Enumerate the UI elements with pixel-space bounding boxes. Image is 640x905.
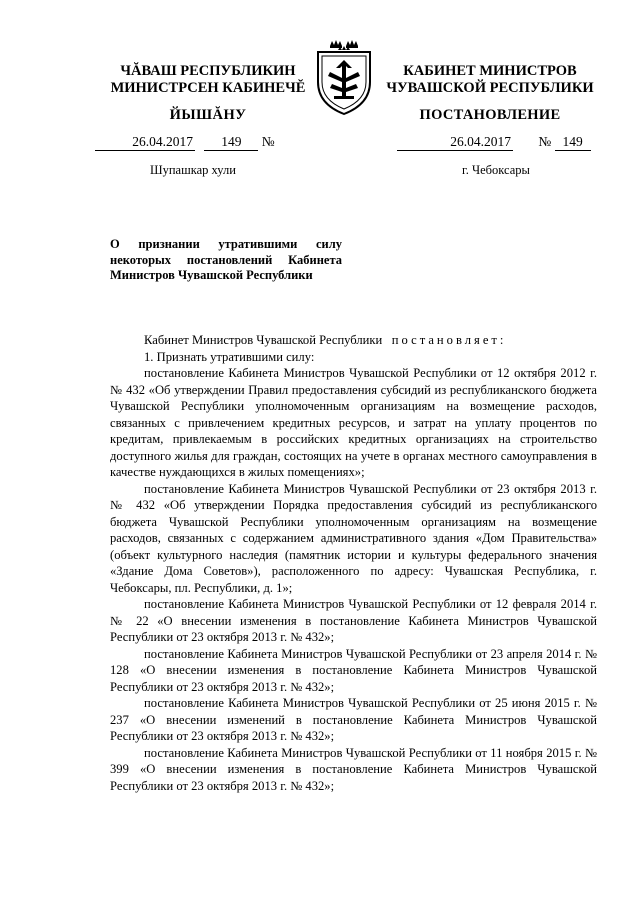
body-paragraph: постановление Кабинета Министров Чувашской Республики от 23 октября 2013 г. № 432 «Об утверждении Порядка предоставления субсидий из республиканского бюджета Чувашской Республики уполномоченным организациям на возмещение расходов, связанных с содержанием административного здания «Дом Правительства» (объект культурного наследия (памятник истории и культуры федерального значения «Здание Дома Советов»), расположенного по адресу: Чувашская Республика, г. Чебоксары, пл. Республики, д. 1»; <box>110 481 597 595</box>
document-title: О признании утратившими силу некоторых постановлений Кабинета Министров Чувашской Республики <box>110 237 342 282</box>
intro-subject: Кабинет Министров Чувашской Республики <box>144 333 383 347</box>
body-paragraph: постановление Кабинета Министров Чувашской Республики от 12 октября 2012 г. № 432 «Об утверждении Правил предоставления субсидий из республиканского бюджета Чувашской Республики уполномоченным организациям на возмещение расходов, связанных с привлечением кредитных ресурсов, и затрат на уплату процентов по кредитам, привлекаемым в российских кредитных организациях на строительство доступного жилья для граждан, состоящих на учете в органах местного самоуправления в качестве нуждающихся в жилых помещениях»; <box>110 366 597 479</box>
header-left-org <box>92 63 324 97</box>
header-right-line2: ЧУВАШСКОЙ РЕСПУБЛИКИ <box>386 80 594 96</box>
left-date-number-line <box>95 134 275 151</box>
body-paragraph: постановление Кабинета Министров Чувашской Республики от 23 апреля 2014 г. № 128 «О внесении изменения в постановление Кабинета Министров Чувашской Республики от 23 октября 2013 г. № 432»; <box>110 646 597 694</box>
header-right-org <box>380 63 600 97</box>
left-number-sign: № <box>261 134 275 149</box>
intro-verb: постановляет: <box>391 333 507 347</box>
header-right-line1: КАБИНЕТ МИНИСТРОВ <box>403 63 577 79</box>
header-left-doc-type: ЙЫШĂНУ <box>169 107 247 123</box>
right-place: г. Чебоксары <box>462 163 530 177</box>
body-paragraph: постановление Кабинета Министров Чувашской Республики от 11 ноября 2015 г. № 399 «О внесении изменения в постановление Кабинета Министров Чувашской Республики от 23 октября 2013 г. № 432»; <box>110 745 597 793</box>
body-paragraph: постановление Кабинета Министров Чувашской Республики от 25 июня 2015 г. № 237 «О внесении изменений в постановление Кабинета Министров Чувашской Республики от 23 октября 2013 г. № 432»; <box>110 696 597 743</box>
right-number: 149 <box>555 134 591 151</box>
right-date: 26.04.2017 <box>397 134 513 151</box>
body-paragraph: постановление Кабинета Министров Чувашской Республики от 12 февраля 2014 г. № 22 «О внесении изменения в постановление Кабинета Министров Чувашской Республики от 23 октября 2013 г. № 432»; <box>110 597 597 644</box>
right-date-number-line <box>397 134 591 151</box>
left-date: 26.04.2017 <box>95 134 195 151</box>
coat-of-arms-icon <box>308 38 380 118</box>
header-left-line1: ЧĂВАШ РЕСПУБЛИКИН <box>120 63 296 79</box>
intro-paragraph <box>110 332 597 349</box>
document-body <box>110 332 597 794</box>
item-1: 1. Признать утратившими силу: <box>144 349 315 364</box>
left-place: Шупашкар хули <box>150 163 236 177</box>
left-number: 149 <box>204 134 258 151</box>
right-number-sign: № <box>538 134 552 149</box>
header-left-line2: МИНИСТРСЕН КАБИНЕЧĔ <box>110 80 306 96</box>
header-right-doc-type: ПОСТАНОВЛЕНИЕ <box>419 107 561 123</box>
